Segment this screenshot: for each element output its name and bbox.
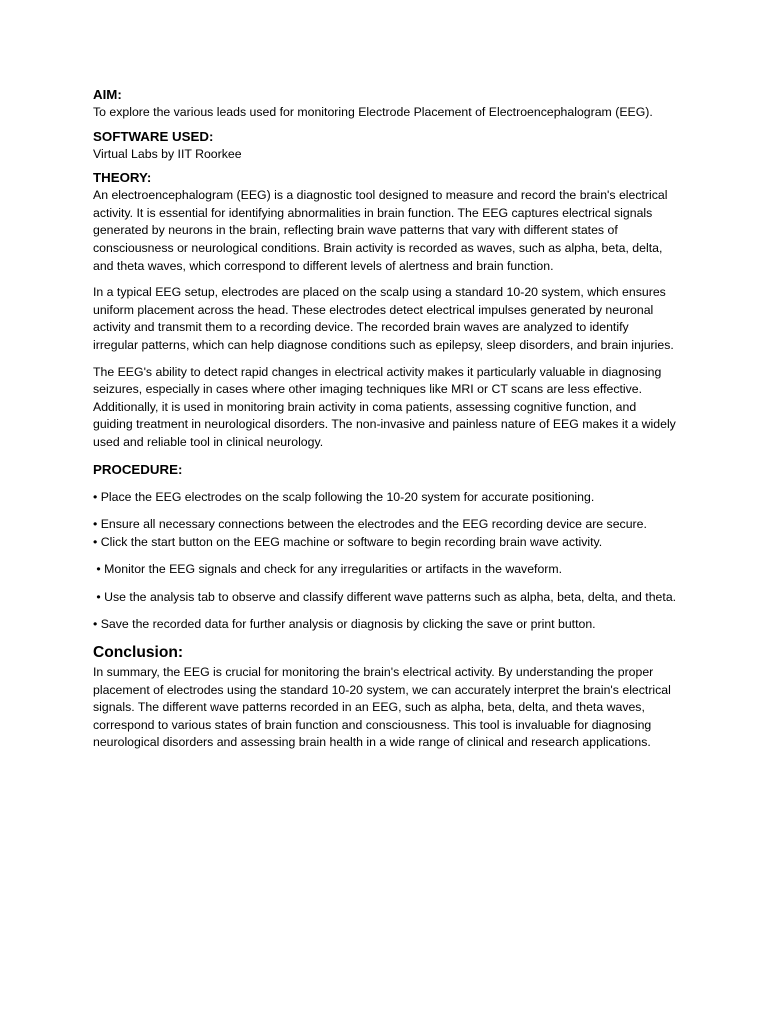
conclusion-text: In summary, the EEG is crucial for monitoring the brain's electrical activity. By understanding the proper placement of electrodes using the standard 10-20 system, we can accurately interpret the brain's electrical signals. The different wave patterns recorded in an EEG, such as alpha, beta, delta, and theta waves, correspond to various states of brain function and consciousness. This tool is invaluable for diagnosing neurological disorders and assessing brain health in a wide range of clinical and research applications. xyxy=(93,665,671,750)
procedure-step-2: • Ensure all necessary connections between the electrodes and the EEG recording device are secure. xyxy=(93,517,647,532)
theory-heading: THEORY: xyxy=(93,170,152,186)
software-text: Virtual Labs by IIT Roorkee xyxy=(93,146,242,161)
software-heading: SOFTWARE USED: xyxy=(93,128,214,144)
procedure-step-6: • Save the recorded data for further analysis or diagnosis by clicking the save or print button. xyxy=(93,617,596,632)
aim-text: To explore the various leads used for monitoring Electrode Placement of Electroencephalogram (EEG). xyxy=(93,105,653,119)
conclusion-heading: Conclusion: xyxy=(93,644,184,662)
document-page xyxy=(93,86,677,752)
procedure-step-3: • Click the start button on the EEG machine or software to begin recording brain wave activity. xyxy=(93,534,603,549)
theory-paragraph-3: The EEG's ability to detect rapid changes in electrical activity makes it particularly valuable in diagnosing seizures, especially in cases where other imaging techniques like MRI or CT scans are less effective. Additionally, it is used in monitoring brain activity in coma patients, assessing cognitive function, and guiding treatment in neurological disorders. The non-invasive and painless nature of EEG makes it a widely used and reliable tool in clinical neurology. xyxy=(93,364,676,449)
procedure-heading: PROCEDURE: xyxy=(93,461,183,477)
procedure-step-1: • Place the EEG electrodes on the scalp following the 10-20 system for accurate positioning. xyxy=(93,489,595,504)
procedure-step-5: • Use the analysis tab to observe and classify different wave patterns such as alpha, beta, delta, and theta. xyxy=(93,589,677,604)
theory-paragraph-1: An electroencephalogram (EEG) is a diagnostic tool designed to measure and record the brain's electrical activity. It is essential for identifying abnormalities in brain function. The EEG captures electrical signals generated by neurons in the brain, reflecting brain wave patterns that vary with different states of consciousness or neurological conditions. Brain activity is recorded as waves, such as alpha, beta, delta, and theta waves, which correspond to different levels of alertness and brain function. xyxy=(93,188,668,273)
procedure-step-4: • Monitor the EEG signals and check for any irregularities or artifacts in the waveform. xyxy=(93,562,563,577)
theory-paragraph-2: In a typical EEG setup, electrodes are placed on the scalp using a standard 10-20 system, which ensures uniform placement across the head. These electrodes detect electrical impulses generated by neuronal activity and transmit them to a recording device. The recorded brain waves are analyzed to identify irregular patterns, which can help diagnose conditions such as epilepsy, sleep disorders, and brain injuries. xyxy=(93,285,674,352)
aim-heading: AIM: xyxy=(93,87,122,102)
